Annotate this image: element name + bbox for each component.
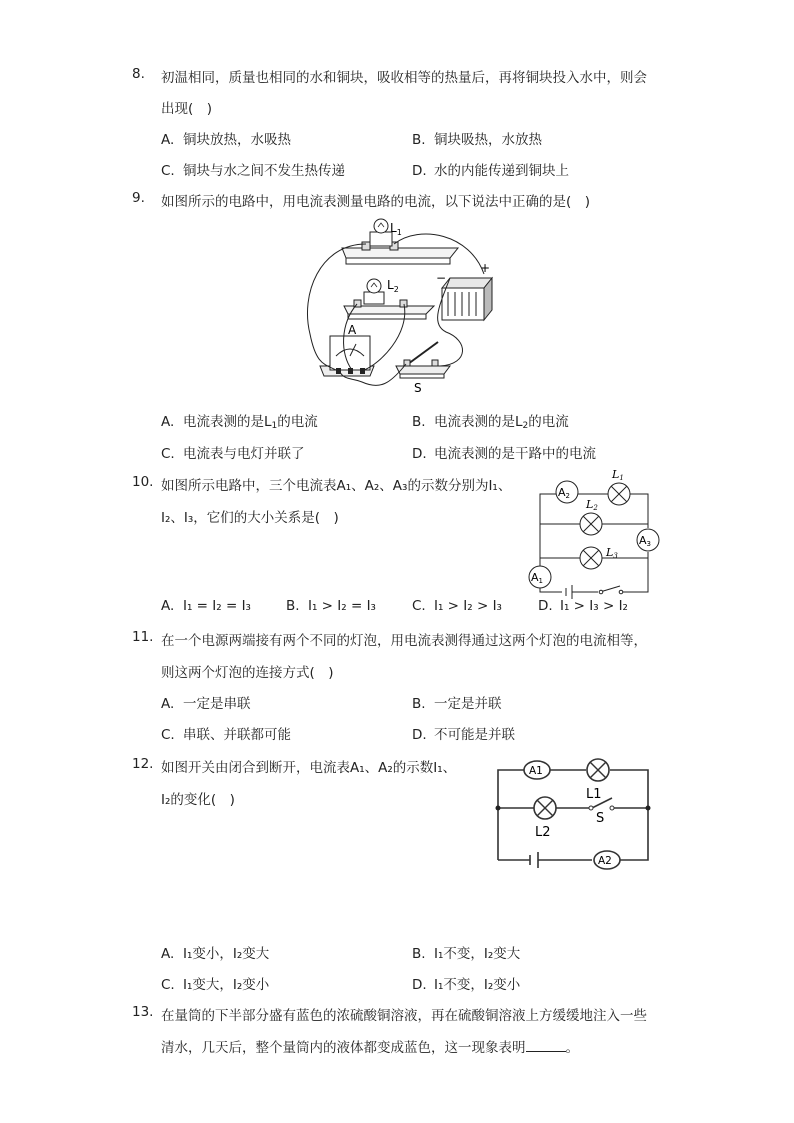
question-number: 11.: [132, 629, 154, 645]
question-number: 10.: [132, 474, 154, 490]
switch-label: S: [414, 381, 422, 395]
lamp2-label: L2: [535, 825, 551, 840]
lamp1-label: L1: [586, 787, 602, 802]
option-c[interactable]: C. I₁变大，I₂变小: [161, 977, 270, 993]
ammeter-a1: [524, 761, 550, 779]
lamp-l2: [534, 797, 556, 819]
option-a[interactable]: A. I₁变小，I₂变大: [161, 946, 270, 962]
lamp-l1: [608, 468, 630, 505]
question-stem: 在一个电源两端接有两个不同的灯泡，用电流表测得通过这两个灯泡的电流相等，: [161, 633, 647, 649]
option-d[interactable]: D. 水的内能传递到铜块上: [412, 163, 569, 179]
option-a[interactable]: A. 电流表测的是$L_1$的电流: [161, 414, 318, 431]
option-d[interactable]: D. 电流表测的是干路中的电流: [412, 446, 596, 462]
question-stem: 初温相同，质量也相同的水和铜块，吸收相等的热量后，再将铜块投入水中，则会: [161, 70, 647, 86]
option-b[interactable]: B. 电流表测的是$L_2$的电流: [412, 414, 569, 431]
question-stem-line2: 清水，几天后，整个量筒内的液体都变成蓝色，这一现象表明 。: [161, 1040, 579, 1056]
wires: [498, 770, 648, 868]
switch-label: S: [596, 811, 605, 826]
svg-text:L3: L3: [606, 546, 618, 560]
option-c[interactable]: C. 串联、并联都可能: [161, 727, 291, 743]
battery-minus-label: −: [436, 271, 447, 285]
question-number: 8.: [132, 66, 145, 82]
question-stem: 如图所示的电路中，用电流表测量电路的电流，以下说法中正确的是( ): [161, 194, 591, 210]
ammeter: [320, 336, 374, 376]
svg-text:A2: A2: [598, 855, 612, 867]
battery-plus-label: +: [480, 261, 491, 275]
option-c[interactable]: C. 铜块与水之间不发生热传递: [161, 163, 345, 179]
lamp2-label: $L_2$: [387, 278, 399, 294]
lamp-l3: [580, 546, 618, 569]
question-number: 13.: [132, 1004, 154, 1020]
ammeter-a3: [637, 529, 659, 551]
option-b[interactable]: B. I₁ > I₂ = I₃: [286, 598, 376, 614]
svg-text:A1: A1: [529, 765, 543, 777]
question-number: 12.: [132, 756, 154, 772]
ammeter-a2: [594, 851, 620, 869]
question-stem-line2: I₂、I₃，它们的大小关系是( ): [161, 510, 339, 526]
lamp-l1: [587, 759, 609, 781]
answer-blank[interactable]: [526, 1039, 566, 1052]
question-stem-line2: I₂的变化( ): [161, 792, 235, 808]
option-d[interactable]: D. I₁ > I₃ > I₂: [538, 598, 628, 614]
svg-text:A2: A2: [558, 486, 570, 500]
option-c[interactable]: C. 电流表与电灯并联了: [161, 446, 305, 462]
battery: [442, 278, 492, 320]
option-c[interactable]: C. I₁ > I₂ > I₃: [412, 598, 502, 614]
question-stem: 如图开关由闭合到断开，电流表A₁、A₂的示数I₁、: [161, 760, 457, 776]
lamp-l2: [580, 498, 602, 535]
option-d[interactable]: D. 不可能是并联: [412, 727, 515, 743]
svg-text:A3: A3: [639, 534, 651, 548]
option-b[interactable]: B. 铜块吸热，水放热: [412, 132, 542, 148]
option-d[interactable]: D. I₁不变，I₂变小: [412, 977, 521, 993]
q10-circuit-figure: [524, 464, 664, 606]
ammeter-a2: [556, 481, 578, 503]
lamp-board-l1: [342, 219, 458, 264]
svg-text:A1: A1: [531, 571, 543, 585]
q9-circuit-figure: [300, 214, 510, 400]
question-stem: 如图所示电路中，三个电流表A₁、A₂、A₃的示数分别为I₁、: [161, 478, 512, 494]
option-a[interactable]: A. 一定是串联: [161, 696, 251, 712]
question-stem: 在量筒的下半部分盛有蓝色的浓硫酸铜溶液，再在硫酸铜溶液上方缓缓地注入一些: [161, 1008, 647, 1024]
switch: [396, 342, 450, 378]
svg-text:L2: L2: [586, 498, 598, 512]
question-stem-line2: 则这两个灯泡的连接方式( ): [161, 665, 334, 681]
question-stem-line2: 出现( ): [161, 101, 213, 117]
lamp1-label: $L_1$: [390, 221, 402, 237]
option-a[interactable]: A. I₁ = I₂ = I₃: [161, 598, 251, 614]
question-number: 9.: [132, 190, 145, 206]
q12-circuit-figure: [490, 754, 660, 876]
ammeter-a1: [529, 566, 551, 588]
ammeter-label: A: [348, 323, 357, 337]
option-b[interactable]: B. 一定是并联: [412, 696, 502, 712]
svg-text:L1: L1: [612, 468, 624, 482]
option-b[interactable]: B. I₁不变，I₂变大: [412, 946, 521, 962]
option-a[interactable]: A. 铜块放热，水吸热: [161, 132, 291, 148]
